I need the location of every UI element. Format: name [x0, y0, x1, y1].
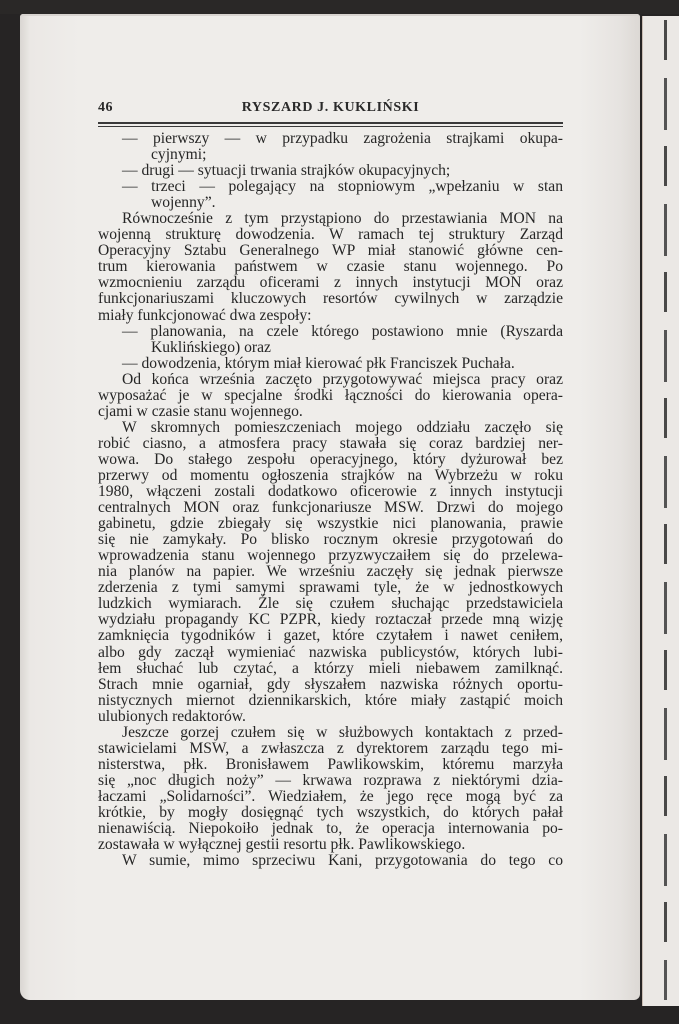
- text-line: albo gdy zaczął wymieniać nazwiska publicystów, których lubi-: [98, 643, 563, 661]
- text-line: — dowodzenia, którym miał kierować płk Franciszek Puchała.: [122, 354, 515, 372]
- text-line: Strach mnie ogarniał, gdy słyszałem nazwiska różnych oportu-: [98, 675, 563, 693]
- text-line: cjami w czasie stanu wojennego.: [98, 402, 303, 420]
- text-line: — drugi — sytuacji trwania strajków okupacyjnych;: [122, 162, 451, 180]
- page-header: [98, 100, 563, 118]
- text-line: ulubionych redaktorów.: [98, 707, 246, 725]
- text-line: wyposażać je w specjalne środki łączności do kierowania opera-: [98, 386, 563, 404]
- text-line: wojenny”.: [151, 194, 216, 212]
- page-number: 46: [98, 100, 113, 115]
- text-line: ludzkich wymiarach. Źle się czułem słuchając przedstawiciela: [98, 595, 563, 613]
- header-rule: [98, 122, 563, 127]
- text-line: wydziału propagandy KC PZPR, kiedy roztaczał przede mną wizję: [98, 611, 563, 629]
- text-line: robić ciasno, a atmosfera pracy stawała się coraz bardziej ner-: [98, 434, 563, 452]
- adjacent-page-edge: [642, 16, 679, 1006]
- text-line: Jeszcze gorzej czułem się w służbowych kontaktach z przed-: [122, 723, 563, 741]
- text-line: nistycznych miernot dziennikarskich, które miały zastąpić moich: [98, 691, 563, 709]
- text-line: nisterstwa, płk. Bronisławem Pawlikowskim, któremu marzyła: [98, 755, 563, 773]
- body-text: [98, 131, 563, 869]
- text-line: — planowania, na czele którego postawiono mnie (Ryszarda: [122, 322, 563, 340]
- text-line: nia planów na papier. We wrześniu zaczęły się jednak pierwsze: [98, 563, 563, 581]
- text-line: miały funkcjonować dwa zespoły:: [98, 306, 312, 324]
- text-line: przerwy od momentu ogłoszenia strajków na Wybrzeżu w roku: [98, 466, 563, 484]
- text-line: wowa. Do stałego zespołu operacyjnego, który dyżurował bez: [98, 450, 563, 468]
- text-line: zostawała w wyłącznej gestii resortu płk. Pawlikowskiego.: [98, 836, 466, 854]
- text-line: gabinetu, gdzie zbiegały się wszystkie nici planowania, prawie: [98, 515, 563, 533]
- text-line: łaczami „Solidarności”. Wiedziałem, że jego ręce mogą być za: [98, 787, 563, 805]
- text-line: centralnych MON oraz funkcjonariusze MSW. Drzwi do mojego: [98, 499, 563, 517]
- text-line: zamknięcia tygodników i gazet, które czytałem i nawet ceniłem,: [98, 627, 563, 645]
- text-line: trum kierowania państwem w czasie stanu wojennego. Po: [98, 258, 563, 276]
- text-line: Operacyjny Sztabu Generalnego WP miał stanowić główne cen-: [98, 242, 563, 260]
- text-line: funkcjonariuszami kluczowych resortów cywilnych w zarządzie: [98, 290, 563, 308]
- text-line: Od końca września zaczęto przygotowywać miejsca pracy oraz: [122, 370, 563, 388]
- text-line: — pierwszy — w przypadku zagrożenia strajkami okupa-: [122, 130, 563, 147]
- text-line: nienawiścią. Niepokoiło jednak to, że operacja internowania po-: [98, 820, 563, 838]
- text-line: się nie zamykały. Po blisko rocznym okresie przygotowań do: [98, 531, 563, 549]
- text-line: krótkie, by mogły dosięgnąć tych wszystkich, do których pałał: [98, 803, 563, 821]
- text-line: wojenną strukturę dowodzenia. W ramach tej struktury Zarząd: [98, 226, 563, 244]
- text-line: się „noc długich noży” — krwawa rozprawa z niektórymi dzia-: [98, 771, 563, 789]
- running-head: RYSZARD J. KUKLIŃSKI: [241, 100, 420, 115]
- text-line: — trzeci — polegający na stopniowym „wpełzaniu w stan: [122, 178, 563, 196]
- scan-background: [0, 0, 679, 14]
- text-line: wzmocnieniu zarządu oficerami z innych instytucji MON oraz: [98, 274, 563, 292]
- text-line: zderzenia z tymi samymi sprawami tyle, że w jednostkowych: [98, 579, 563, 597]
- text-line: W sumie, mimo sprzeciwu Kani, przygotowania do tego co: [122, 852, 563, 870]
- text-line: Równocześnie z tym przystąpiono do przestawiania MON na: [122, 210, 563, 228]
- text-line: stawicielami MSW, a zwłaszcza z dyrektorem zarządu tego mi-: [98, 739, 563, 757]
- text-line: wprowadzenia stanu wojennego przyzwyczaiłem się do przelewa-: [98, 547, 563, 565]
- adjacent-page-text-edge: [664, 20, 667, 1000]
- text-line: 1980, włączeni zostali dodatkowo oficerowie z innych instytucji: [98, 483, 563, 501]
- text-line: cyjnymi;: [151, 146, 207, 164]
- text-line: łem słuchać lub czytać, a którzy mieli niebawem zamilknąć.: [98, 659, 563, 677]
- text-line: Kuklińskiego) oraz: [151, 338, 271, 356]
- text-line: W skromnych pomieszczeniach mojego oddziału zaczęło się: [122, 418, 563, 436]
